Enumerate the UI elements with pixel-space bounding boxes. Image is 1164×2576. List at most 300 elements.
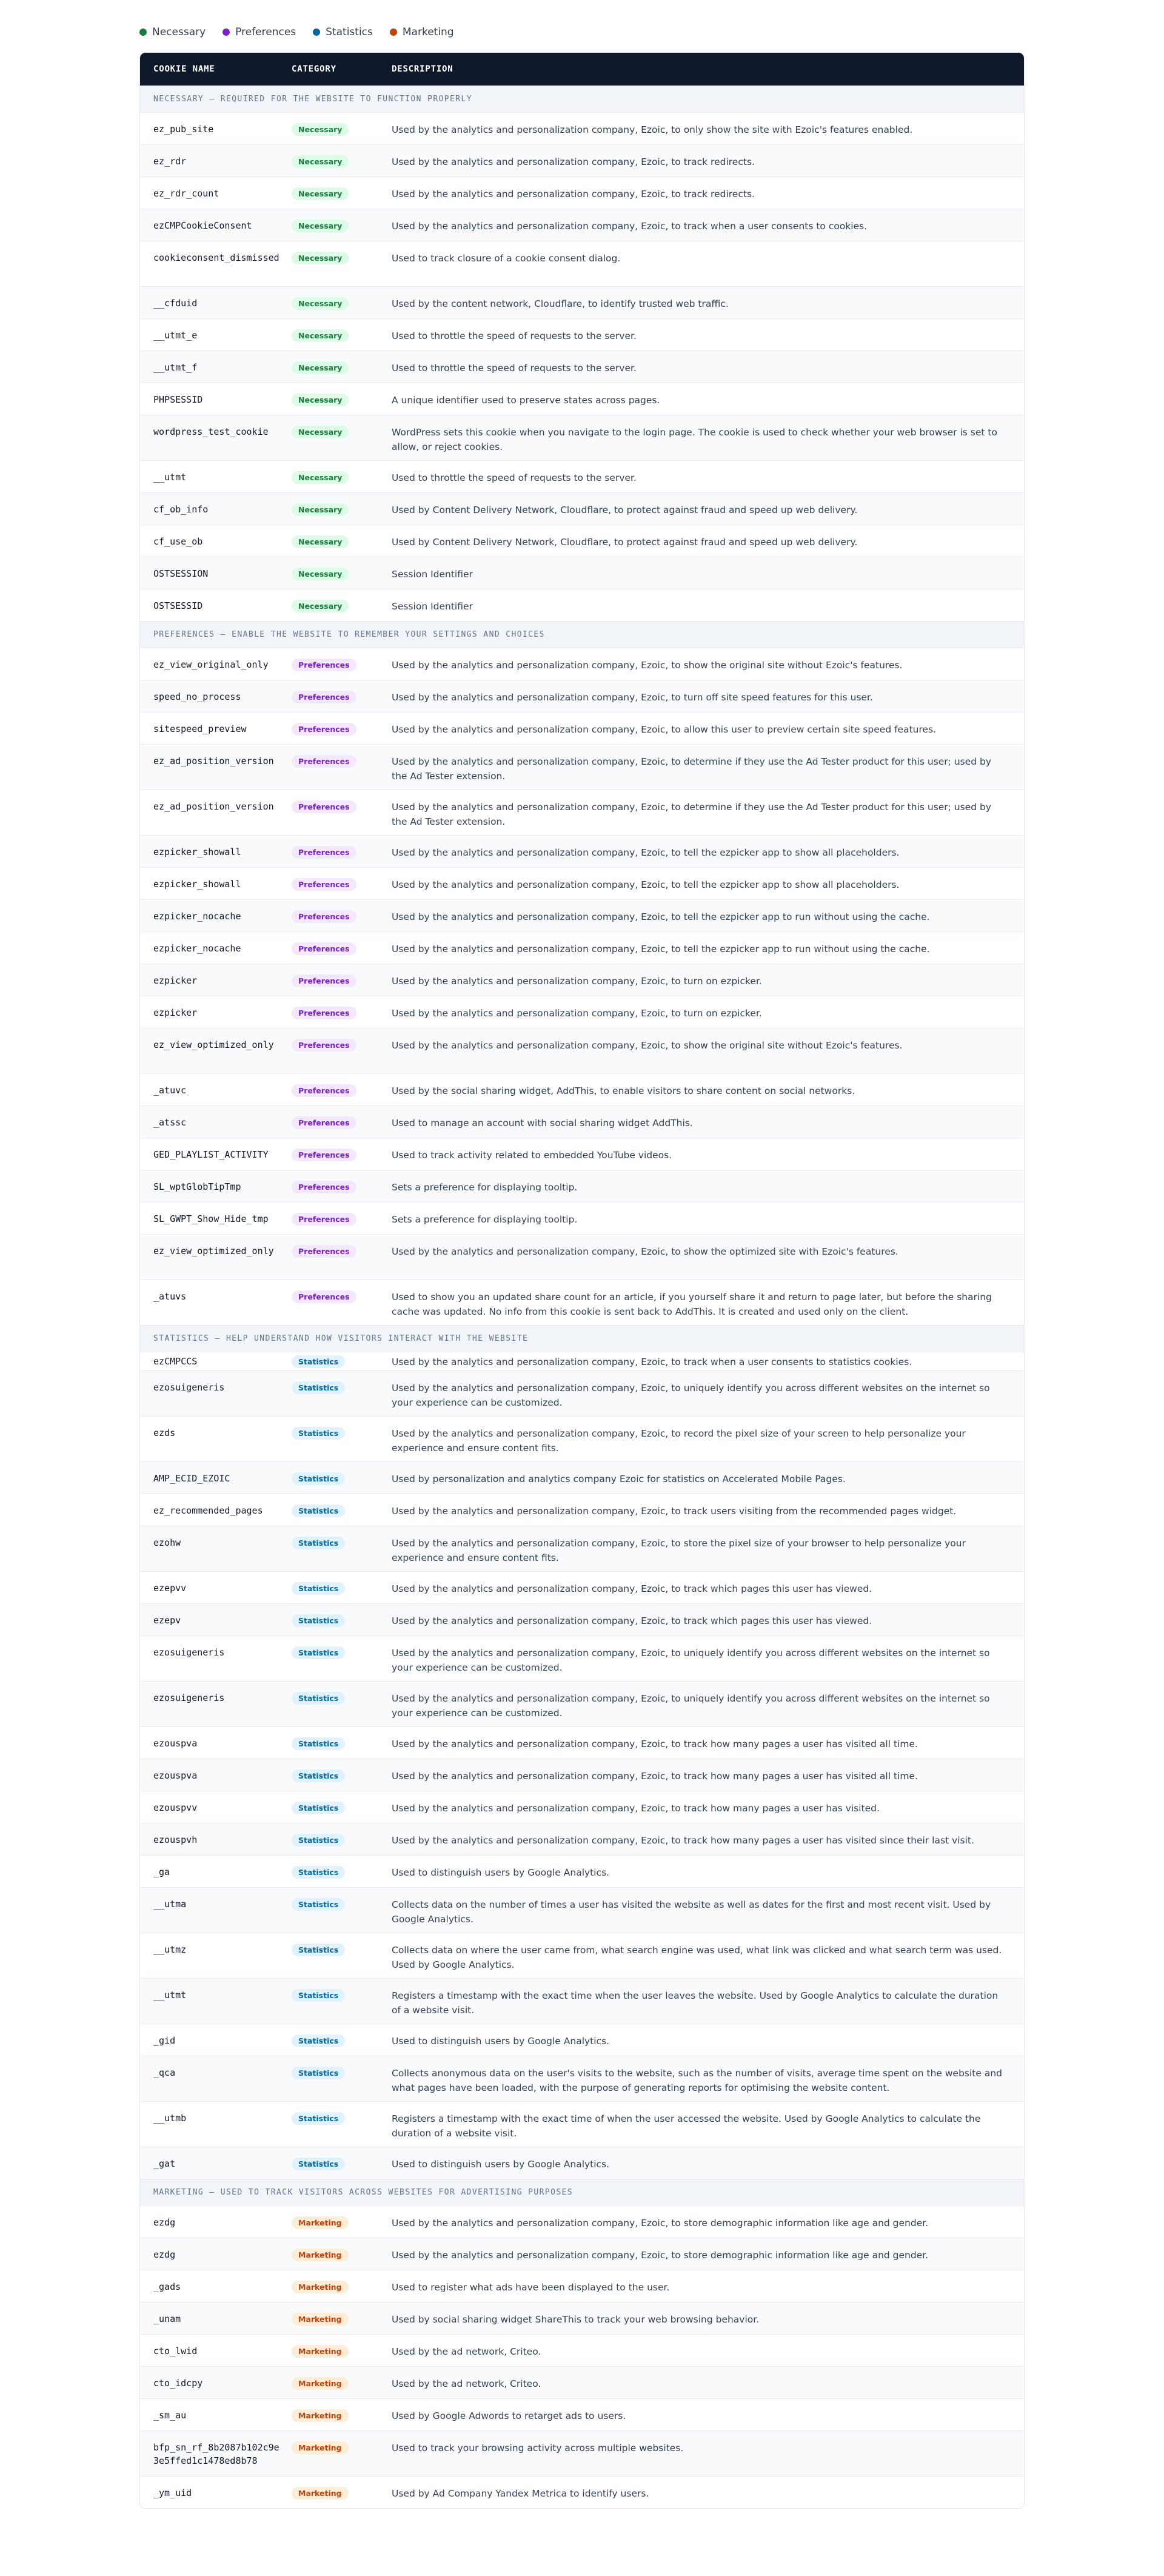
table-row [140,144,1024,176]
cookie-description: Used by the analytics and personalization company, Ezoic, to track which pages this user has viewed. [392,1615,872,1626]
cookie-name: __utmt [153,472,187,483]
category-badge: Preferences [292,659,356,671]
category-badge: Necessary [292,471,349,484]
category-badge: Preferences [292,974,356,987]
category-badge: Preferences [292,1213,356,1226]
category-badge: Necessary [292,568,349,580]
legend-item-preferences [222,26,296,38]
cookie-description: Used by Google Adwords to retarget ads to users. [392,2410,626,2421]
table-row [140,2056,1024,2101]
table-row [140,1105,1024,1138]
cookie-description: Used by the analytics and personalization company, Ezoic, to uniquely identify you across different websites on the internet so your experience can be customized. [392,1383,990,1408]
cookie-name: __utmt [153,1990,187,2001]
category-cell [292,910,392,923]
table-row [140,1416,1024,1461]
category-cell [292,1148,392,1161]
table-row [140,557,1024,589]
cookie-name: sitespeed_preview [153,723,247,734]
table-row [140,996,1024,1028]
category-badge: Preferences [292,800,356,813]
category-badge: Statistics [292,1472,345,1485]
section-heading-mark: MARKETING — USED TO TRACK VISITORS ACROSS WEBSITES FOR ADVERTISING PURPOSES [140,2179,1024,2205]
cookie-description: Used to throttle the speed of requests to the server. [392,363,637,374]
cookie-name: cto_idcpy [153,2378,203,2389]
cookie-description: Session Identifier [392,569,473,580]
cookie-description: Used by the analytics and personalization company, Ezoic, to tell the ezpicker app to run without using the cache. [392,944,930,954]
category-badge: Marketing [292,2441,349,2454]
cookie-name: __utmt_f [153,362,198,373]
cookie-name: _gid [153,2035,176,2046]
category-badge: Preferences [292,755,356,768]
table-row [140,1073,1024,1105]
table-row [140,2238,1024,2270]
cookie-name: OSTSESSION [153,568,209,579]
cookie-description: Used by the analytics and personalization company, Ezoic, to allow this user to preview certain site speed features. [392,724,937,735]
table-row [140,1791,1024,1823]
category-cell [292,599,392,612]
cookie-name: ez_view_original_only [153,659,269,670]
category-badge: Statistics [292,1582,345,1595]
category-badge: Statistics [292,2034,345,2047]
category-cell [292,251,392,264]
category-badge: Preferences [292,691,356,703]
category-badge: Preferences [292,1290,356,1303]
cookie-description: Used by the analytics and personalization company, Ezoic, to track how many pages a user has visited all time. [392,1771,918,1782]
table-row [140,1370,1024,1416]
table-row [140,867,1024,899]
category-badge: Statistics [292,1427,345,1440]
cookie-name: OSTSESSID [153,600,203,611]
category-cell [292,1212,392,1226]
cookie-name: _gat [153,2158,176,2169]
cookie-description: Used by the analytics and personalization company, Ezoic, to track how many pages a user has visited all time. [392,1739,918,1749]
table-row [140,790,1024,835]
cookie-name: wordpress_test_cookie [153,426,269,437]
cookie-description: Used by the analytics and personalization company, Ezoic, to determine if they use the Ad Tester product for this user; used by the Ad Tester extension. [392,802,992,827]
table-row [140,1494,1024,1526]
category-cell [292,219,392,232]
category-badge: Necessary [292,600,349,612]
table-row [140,415,1024,460]
cookie-name: cto_lwid [153,2346,198,2356]
section-heading-pref: PREFERENCES — ENABLE THE WEBSITE TO REMEMBER YOUR SETTINGS AND CHOICES [140,621,1024,648]
category-cell [292,1581,392,1595]
category-cell [292,1897,392,1911]
cookie-description: Used by the analytics and personalization company, Ezoic, to tell the ezpicker app to show all placeholders. [392,879,900,890]
cookie-description: Used to distinguish users by Google Analytics. [392,1867,610,1878]
table-row [140,383,1024,415]
cookie-name: ez_recommended_pages [153,1505,263,1516]
table-row [140,1138,1024,1170]
category-badge: Preferences [292,723,356,736]
category-badge: Statistics [292,1737,345,1750]
cookie-name: ezosuigeneris [153,1382,225,1393]
category-cell [292,2248,392,2261]
category-cell [292,845,392,859]
category-cell [292,942,392,955]
cookie-name: __utmb [153,2113,187,2124]
cookie-description: Used by the analytics and personalization company, Ezoic, to track redirects. [392,189,755,200]
category-badge: Preferences [292,878,356,891]
category-badge: Statistics [292,1355,345,1368]
cookie-description: Used by the ad network, Criteo. [392,2346,541,2357]
category-cell [292,361,392,374]
cookie-description: Used by the ad network, Criteo. [392,2378,541,2389]
category-badge: Statistics [292,1769,345,1782]
category-cell [292,1038,392,1052]
cookie-name: _unam [153,2313,181,2324]
cookie-description: Used by Content Delivery Network, Cloudflare, to protect against fraud and speed up web delivery. [392,505,858,515]
cookie-name: cf_use_ob [153,536,203,547]
cookie-name: ez_view_optimized_only [153,1039,274,1050]
category-badge: Statistics [292,2158,345,2170]
category-cell [292,567,392,580]
category-badge: Statistics [292,1381,345,1394]
category-badge: Statistics [292,1866,345,1879]
category-cell [292,722,392,736]
table-row [140,1202,1024,1234]
category-badge: Necessary [292,155,349,168]
table-row [140,2302,1024,2334]
category-badge: Preferences [292,1116,356,1129]
category-cell [292,122,392,136]
cookie-description: Used by the analytics and personalization company, Ezoic, to turn on ezpicker. [392,1008,762,1019]
table-row [140,525,1024,557]
category-cell [292,425,392,438]
category-badge: Preferences [292,1007,356,1019]
category-cell [292,690,392,703]
category-badge: Statistics [292,1834,345,1846]
category-cell [292,800,392,813]
table-row [140,2430,1024,2476]
table-row [140,1635,1024,1681]
cookie-description: Used by the analytics and personalization company, Ezoic, to uniquely identify you across different websites on the internet so your experience can be customized. [392,1693,990,1719]
cookie-description: Used to track activity related to embedded YouTube videos. [392,1150,672,1161]
table-row [140,744,1024,790]
cookie-description: Used by the analytics and personalization company, Ezoic, to show the optimized site with Ezoic's features. [392,1246,898,1257]
category-badge: Marketing [292,2313,349,2326]
table-row [140,318,1024,351]
category-cell [292,1769,392,1782]
category-badge: Statistics [292,1989,345,2002]
category-badge: Necessary [292,394,349,406]
cookie-name: SL_wptGlobTipTmp [153,1181,241,1192]
cookie-description: Used by the analytics and personalization company, Ezoic, to track how many pages a user has visited. [392,1803,880,1814]
cookie-description: Collects data on the number of times a user has visited the website as well as dates for the first and most recent visit. Used by Google Analytics. [392,1899,991,1925]
category-cell [292,1426,392,1440]
cookie-description: Used to manage an account with social sharing widget AddThis. [392,1118,693,1129]
cookie-name: __cfduid [153,298,198,309]
legend-label: Marketing [402,26,454,38]
cookie-description: Used by the social sharing widget, AddThis, to enable visitors to share content on social networks. [392,1085,855,1096]
cookie-name: ezohw [153,1537,181,1548]
cookie-name: ez_rdr [153,156,187,167]
category-badge: Necessary [292,426,349,438]
category-badge: Marketing [292,2487,349,2500]
table-row [140,2205,1024,2238]
category-badge: Necessary [292,187,349,200]
category-cell [292,1833,392,1846]
category-badge: Statistics [292,1898,345,1911]
cookie-name: _sm_au [153,2410,187,2421]
cookie-name: __utmz [153,1944,187,1955]
cookie-name: bfp_sn_rf_8b2087b102c9e3e5ffed1c1478ed8b78 [153,2442,279,2466]
cookie-name: _gads [153,2281,181,2292]
cookie-name: ezepvv [153,1583,187,1594]
category-cell [292,1691,392,1705]
category-cell [292,2409,392,2422]
cookie-description: Used to distinguish users by Google Analytics. [392,2159,610,2170]
cookie-description: WordPress sets this cookie when you navigate to the login page. The cookie is used to check whether your web browser is set to allow, or reject cookies. [392,427,997,452]
cookie-description: Collects anonymous data on the user's visits to the website, such as the number of visits, average time spent on the website and what pages have been loaded, with the purpose of generating reports for optimising the website content. [392,2068,1003,2093]
cookie-name: ezCMPCookieConsent [153,220,252,231]
table-row [140,899,1024,931]
category-cell [292,754,392,768]
table-row [140,351,1024,383]
category-cell [292,155,392,168]
category-cell [292,297,392,310]
legend-dot-icon [222,29,230,36]
cookie-description: Used to throttle the speed of requests to the server. [392,472,637,483]
cookie-name: ezosuigeneris [153,1692,225,1703]
header-description: DESCRIPTION [392,64,453,74]
cookie-name: ez_view_optimized_only [153,1246,274,1256]
table-row [140,176,1024,209]
table-row [140,1726,1024,1759]
cookie-description: Used to register what ads have been displayed to the user. [392,2282,670,2293]
category-badge: Preferences [292,1149,356,1161]
cookie-name: cookieconsent_dismissed [153,252,279,263]
cookie-description: Used by the analytics and personalization company, Ezoic, to store demographic information like age and gender. [392,2218,929,2229]
cookie-name: ezpicker_nocache [153,911,241,922]
cookie-name: ezpicker_nocache [153,943,241,954]
cookie-name: ezds [153,1427,176,1438]
cookie-name: _ym_uid [153,2487,192,2498]
category-cell [292,2111,392,2125]
cookie-table [139,52,1025,2509]
table-row [140,2024,1024,2056]
cookie-name: GED_PLAYLIST_ACTIVITY [153,1149,269,1160]
cookie-name: ezdg [153,2217,176,2228]
legend-label: Statistics [326,26,373,38]
cookie-description: Used by the analytics and personalization company, Ezoic, to tell the ezpicker app to run without using the cache. [392,911,930,922]
category-cell [292,877,392,891]
legend-label: Necessary [152,26,206,38]
cookie-name: _atuvs [153,1291,187,1302]
category-cell [292,187,392,200]
cookie-description: Used by the analytics and personalization company, Ezoic, to determine if they use the Ad Tester product for this user; used by the Ad Tester extension. [392,756,992,782]
cookie-description: Collects data on where the user came from, what search engine was used, what link was clicked and what search term was used. Used by Google Analytics. [392,1945,1002,1970]
category-badge: Marketing [292,2216,349,2229]
cookie-name: _ga [153,1867,170,1877]
category-cell [292,1244,392,1258]
category-cell [292,1472,392,1485]
cookie-description: Registers a timestamp with the exact time of when the user accessed the website. Used by Google Analytics to calculate the duration of a website visit. [392,2113,981,2139]
category-cell [292,974,392,987]
category-cell [292,1646,392,1659]
section-heading-nec: NECESSARY — REQUIRED FOR THE WEBSITE TO FUNCTION PROPERLY [140,86,1024,112]
cookie-name: ezpicker [153,975,198,986]
cookie-description: Used to throttle the speed of requests to the server. [392,330,637,341]
category-cell [292,1801,392,1814]
cookie-name: __utmt_e [153,330,198,341]
category-cell [292,1381,392,1394]
category-cell [292,503,392,516]
category-badge: Statistics [292,1802,345,1814]
category-badge: Necessary [292,535,349,548]
table-row [140,1759,1024,1791]
cookie-description: Used by Ad Company Yandex Metrica to identify users. [392,2488,649,2499]
cookie-description: Used to distinguish users by Google Analytics. [392,2036,610,2047]
category-cell [292,1355,392,1368]
table-row [140,964,1024,996]
table-row [140,931,1024,964]
category-cell [292,2034,392,2047]
category-cell [292,1290,392,1303]
table-row [140,1352,1024,1370]
table-row [140,1887,1024,1933]
cookie-name: ezCMPCCS [153,1356,198,1367]
category-badge: Marketing [292,2249,349,2261]
table-row [140,1855,1024,1887]
table-row [140,2334,1024,2366]
category-badge: Marketing [292,2409,349,2422]
category-legend [139,25,1025,39]
cookie-description: Sets a preference for displaying tooltip. [392,1182,578,1193]
category-cell [292,2216,392,2229]
cookie-name: ezouspvv [153,1802,198,1813]
cookie-name: ezdg [153,2249,176,2260]
cookie-description: Used to track your browsing activity across multiple websites. [392,2443,684,2454]
category-badge: Necessary [292,329,349,342]
table-row [140,1823,1024,1855]
cookie-name: _qca [153,2067,176,2078]
category-cell [292,329,392,342]
cookie-name: ezouspvh [153,1834,198,1845]
legend-item-statistics [313,26,373,38]
table-header [140,53,1024,86]
category-cell [292,2312,392,2326]
category-cell [292,1988,392,2002]
cookie-description: Used by the analytics and personalization company, Ezoic, to track when a user consents to statistics cookies. [392,1357,912,1367]
category-badge: Preferences [292,910,356,923]
cookie-description: Used by the analytics and personalization company, Ezoic, to turn off site speed features for this user. [392,692,873,703]
cookie-name: ezpicker_showall [153,879,241,890]
table-body [140,86,1024,2508]
table-row [140,112,1024,144]
category-badge: Preferences [292,1084,356,1097]
table-row [140,648,1024,680]
category-badge: Statistics [292,2067,345,2079]
table-row [140,1603,1024,1635]
cookie-description: Used by the analytics and personalization company, Ezoic, to track how many pages a user has visited since their last visit. [392,1835,974,1846]
legend-dot-icon [313,29,320,36]
table-row [140,1280,1024,1325]
cookie-description: A unique identifier used to preserve states across pages. [392,395,660,406]
table-row [140,2398,1024,2430]
category-cell [292,1116,392,1129]
category-cell [292,535,392,548]
table-row [140,712,1024,744]
table-row [140,2101,1024,2147]
table-row [140,1571,1024,1603]
table-row [140,1461,1024,1494]
category-cell [292,1737,392,1750]
cookie-description: Used by the analytics and personalization company, Ezoic, to only show the site with Ezoic's features enabled. [392,124,913,135]
cookie-description: Used by the analytics and personalization company, Ezoic, to track which pages this user has viewed. [392,1583,872,1594]
table-row [140,835,1024,867]
category-badge: Statistics [292,1537,345,1549]
cookie-name: cf_ob_info [153,504,209,515]
cookie-name: ezosuigeneris [153,1647,225,1658]
table-row [140,1978,1024,2024]
cookie-description: Used by the analytics and personalization company, Ezoic, to track when a user consents to cookies. [392,221,868,232]
category-badge: Necessary [292,252,349,264]
category-badge: Necessary [292,220,349,232]
cookie-name: ezpicker_showall [153,847,241,857]
cookie-description: Used by Content Delivery Network, Cloudflare, to protect against fraud and speed up web delivery. [392,537,858,548]
category-cell [292,1943,392,1956]
category-badge: Statistics [292,2112,345,2125]
category-cell [292,2344,392,2358]
table-row [140,2366,1024,2398]
table-row [140,2147,1024,2179]
category-badge: Statistics [292,1944,345,1956]
category-badge: Marketing [292,2345,349,2358]
category-badge: Statistics [292,1614,345,1627]
cookie-description: Used by the analytics and personalization company, Ezoic, to show the original site without Ezoic's features. [392,660,903,671]
category-cell [292,1536,392,1549]
category-cell [292,393,392,406]
legend-item-marketing [390,26,454,38]
table-row [140,1234,1024,1280]
cookie-description: Session Identifier [392,601,473,612]
cookie-description: Sets a preference for displaying tooltip. [392,1214,578,1225]
cookie-name: SL_GWPT_Show_Hide_tmp [153,1213,269,1224]
legend-dot-icon [390,29,397,36]
category-badge: Statistics [292,1646,345,1659]
cookie-name: _atssc [153,1117,187,1128]
table-row [140,460,1024,492]
category-cell [292,1865,392,1879]
cookie-description: Used by the content network, Cloudflare, to identify trusted web traffic. [392,298,729,309]
table-row [140,492,1024,525]
section-heading-stat: STATISTICS — HELP UNDERSTAND HOW VISITORS INTERACT WITH THE WEBSITE [140,1325,1024,1352]
cookie-description: Used by the analytics and personalization company, Ezoic, to track users visiting from the recommended pages widget. [392,1506,957,1517]
cookie-name: ez_ad_position_version [153,756,274,766]
cookie-description: Used by the analytics and personalization company, Ezoic, to turn on ezpicker. [392,976,762,987]
category-badge: Preferences [292,942,356,955]
category-cell [292,471,392,484]
cookie-name: ezepv [153,1615,181,1626]
category-cell [292,2486,392,2500]
cookie-name: ezouspva [153,1738,198,1749]
cookie-name: ez_rdr_count [153,188,219,199]
category-badge: Preferences [292,1245,356,1258]
header-category: CATEGORY [292,64,336,74]
category-cell [292,1084,392,1097]
cookie-description: Registers a timestamp with the exact time when the user leaves the website. Used by Google Analytics to calculate the duration of a website visit. [392,1990,998,2016]
legend-item-necessary [139,26,206,38]
table-row [140,286,1024,318]
cookie-description: Used by the analytics and personalization company, Ezoic, to uniquely identify you across different websites on the internet so your experience can be customized. [392,1648,990,1673]
cookie-name: speed_no_process [153,691,241,702]
category-badge: Necessary [292,297,349,310]
header-cookie-name: COOKIE NAME [153,64,215,74]
cookie-description: Used by the analytics and personalization company, Ezoic, to tell the ezpicker app to show all placeholders. [392,847,900,858]
cookie-description: Used by the analytics and personalization company, Ezoic, to store demographic information like age and gender. [392,2250,929,2261]
category-cell [292,2441,392,2454]
